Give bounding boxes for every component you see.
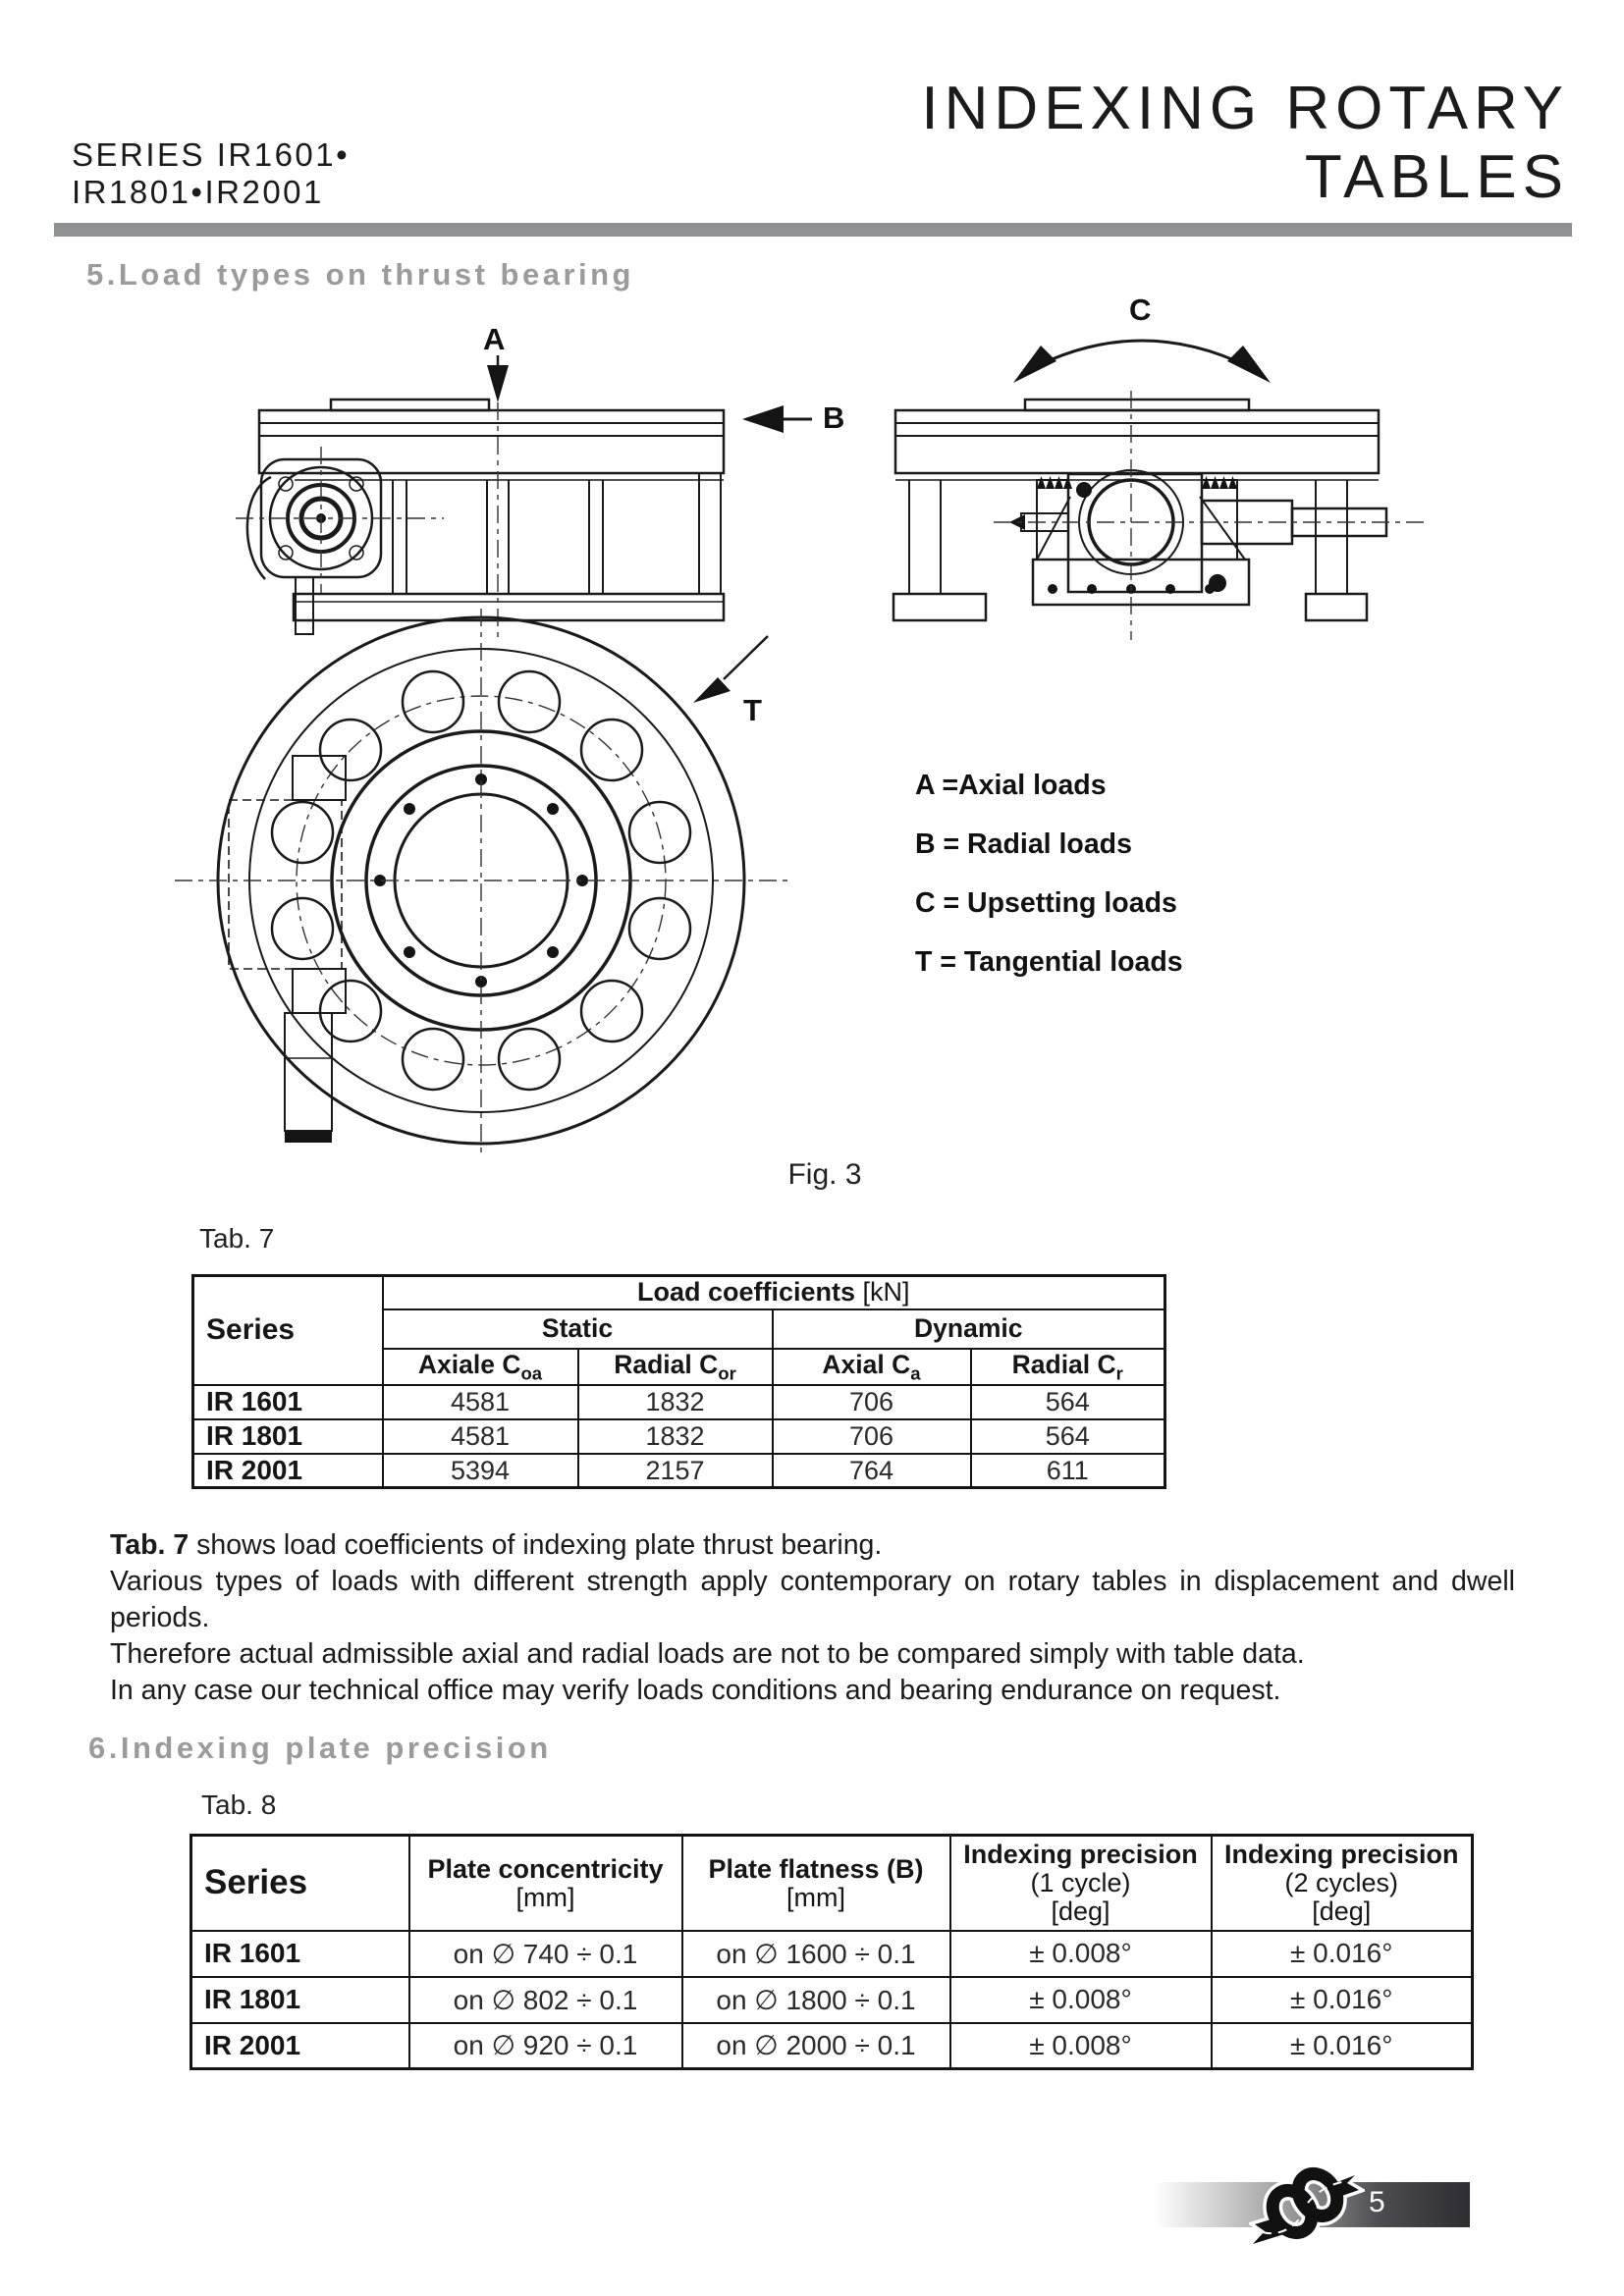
tab8-col-flatness: Plate flatness (B) [mm] — [682, 1836, 950, 1931]
legend-axial: A =Axial loads — [915, 770, 1107, 801]
tab7-col-axial-ca: Axial $C_a$ — [773, 1349, 971, 1385]
load-coefficients-table — [191, 1274, 1166, 1489]
tab7-col-radial-cor: Radial $C_{or}$ — [578, 1349, 773, 1385]
table-row: IR 2001 5394 2157 764 611 — [193, 1454, 1165, 1488]
tab8-col-concentricity: Plate concentricity [mm] — [409, 1836, 682, 1931]
tab7-series-header: Series — [193, 1276, 383, 1385]
series-line-2: IR1801•IR2001 — [72, 174, 324, 210]
label-tangential-T: T — [743, 693, 762, 727]
tab8-series-header: Series — [191, 1836, 409, 1931]
legend-upsetting: C = Upsetting loads — [915, 887, 1177, 919]
legend-radial: B = Radial loads — [915, 828, 1132, 860]
paragraph-line: Therefore actual admissible axial and radial loads are not to be compared simply with table data. — [110, 1638, 1305, 1670]
series-line-1: SERIES IR1601• — [72, 136, 351, 173]
paragraph-line: Various types of loads with different strength apply contemporary on rotary tables in displacement and dwell — [110, 1566, 1515, 1597]
page-number: 5 — [1369, 2186, 1385, 2218]
tab7-col-axiale-coa: Axiale $C_{oa}$ — [383, 1349, 578, 1385]
tab7-group-header: Load coefficients [kN] — [383, 1276, 1165, 1309]
tab8-col-precision-1cycle: Indexing precision (1 cycle) [deg] — [950, 1836, 1212, 1931]
figure-caption: Fig. 3 — [787, 1158, 862, 1191]
motor-hidden-outline — [229, 756, 346, 1143]
gear-teeth-marks — [1037, 476, 1237, 489]
axial-load-arrow — [487, 355, 509, 402]
table-row: IR 1601 on ∅ 740 ÷ 0.1 on ∅ 1600 ÷ 0.1 ± 0.008° ± 0.016° — [191, 1931, 1473, 1977]
label-upsetting-C: C — [1129, 293, 1152, 327]
section-5-heading: 5.Load types on thrust bearing — [86, 257, 634, 292]
legend-tangential: T = Tangential loads — [915, 946, 1183, 978]
paragraph-line: In any case our technical office may verify loads conditions and bearing endurance on request. — [110, 1675, 1281, 1706]
tab7-col-radial-cr: Radial $C_r$ — [971, 1349, 1165, 1385]
tab7-description — [110, 1527, 1515, 1709]
label-radial-B: B — [823, 400, 845, 435]
front-view-drawing — [236, 355, 812, 638]
title-line-1: INDEXING ROTARY — [921, 75, 1569, 142]
side-view-drawing — [893, 341, 1430, 640]
section-6-heading: 6.Indexing plate precision — [88, 1731, 552, 1765]
label-axial-A: A — [483, 322, 506, 356]
tab7-label: Tab. 7 — [199, 1223, 275, 1254]
top-view-drawing — [175, 609, 787, 1152]
table-row: IR 1801 on ∅ 802 ÷ 0.1 on ∅ 1800 ÷ 0.1 ± 0.008° ± 0.016° — [191, 1977, 1473, 2023]
table-row: IR 1801 4581 1832 706 564 — [193, 1419, 1165, 1454]
paragraph-line: Tab. 7 shows load coefficients of indexing plate thrust bearing. — [110, 1529, 883, 1561]
indexing-precision-table — [189, 1834, 1474, 2070]
company-logo-icon — [1249, 2158, 1365, 2248]
tab7-dynamic-header: Dynamic — [773, 1309, 1165, 1349]
paragraph-line: periods. — [110, 1602, 210, 1633]
load-legend — [915, 770, 1183, 1005]
upsetting-load-arrow — [1013, 341, 1271, 383]
tab8-col-precision-2cycles: Indexing precision (2 cycles) [deg] — [1212, 1836, 1473, 1931]
tab7-static-header: Static — [383, 1309, 773, 1349]
tab8-label: Tab. 8 — [201, 1789, 277, 1820]
table-row: IR 1601 4581 1832 706 564 — [193, 1385, 1165, 1419]
radial-load-arrow — [742, 405, 812, 433]
title-line-2: TABLES — [1304, 143, 1569, 211]
table-row: IR 2001 on ∅ 920 ÷ 0.1 on ∅ 2000 ÷ 0.1 ± 0.008° ± 0.016° — [191, 2023, 1473, 2069]
